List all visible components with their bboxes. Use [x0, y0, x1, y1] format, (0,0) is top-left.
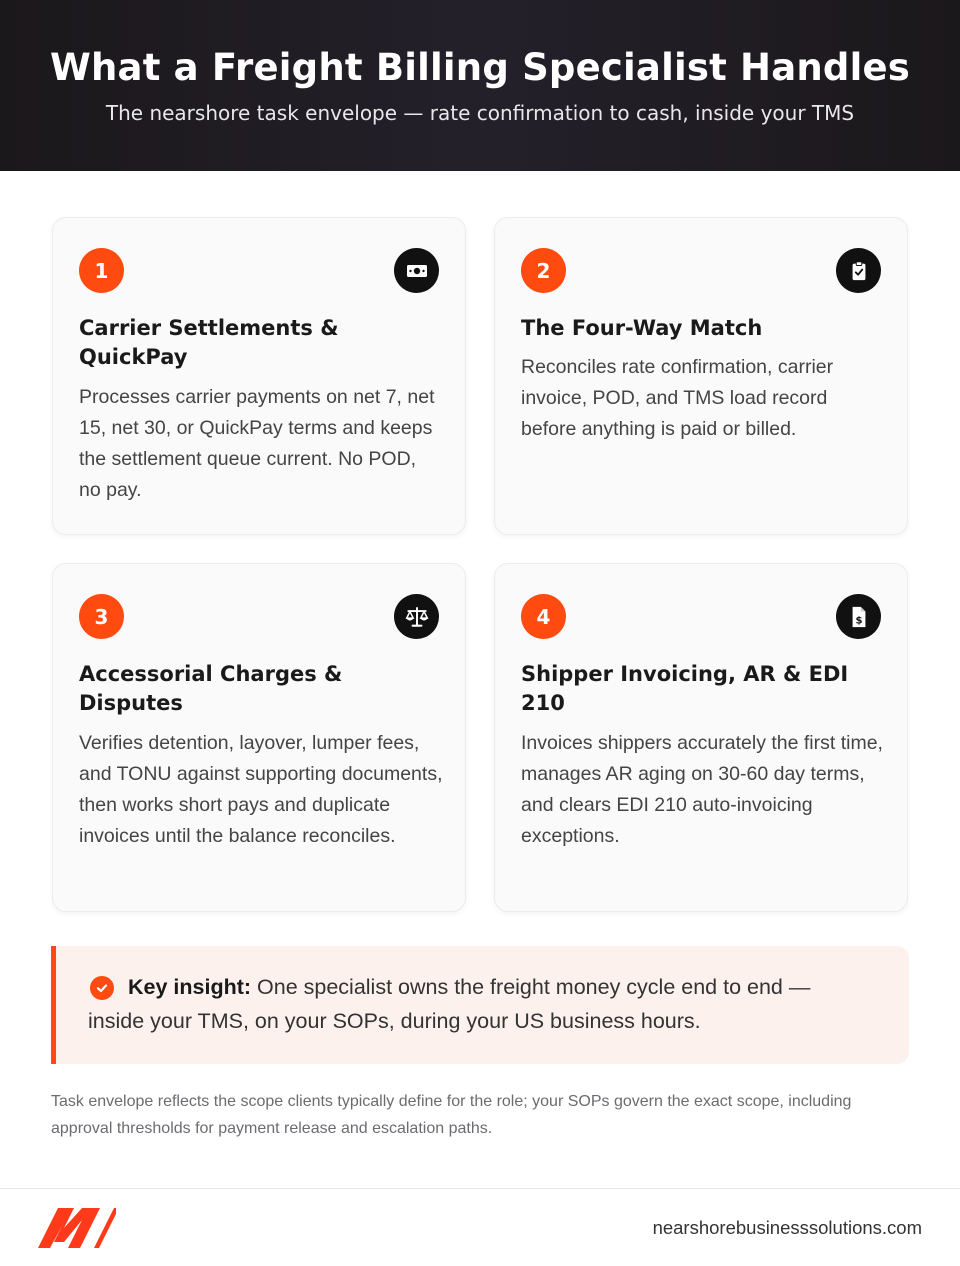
card-title: Accessorial Charges & Disputes [79, 662, 343, 715]
card-body: Processes carrier payments on net 7, net 15, net 30, or QuickPay terms and keeps the settlement queue current. No POD, no pay. [79, 386, 435, 501]
cash-icon [394, 248, 439, 293]
company-logo [38, 1208, 116, 1253]
step-number-badge: 1 [79, 248, 124, 293]
clipboard-check-icon [836, 248, 881, 293]
page-title: What a Freight Billing Specialist Handles [49, 46, 911, 89]
insight-text [88, 970, 869, 1038]
card-four-way-match [494, 217, 908, 535]
header-banner [0, 0, 960, 171]
insight-body: One specialist owns the freight money cycle end to end — inside your TMS, on your SOPs, during your US business hours. [88, 975, 811, 1033]
invoice-dollar-icon [836, 594, 881, 639]
footer [0, 1188, 960, 1266]
insight-label: Key insight: [128, 975, 252, 999]
card-body: Verifies detention, layover, lumper fees, and TONU against supporting documents, then works short pays and duplicate invoices until the balance reconciles. [79, 732, 443, 847]
svg-text:$: $ [854, 614, 863, 626]
footnote: Task envelope reflects the scope clients typically define for the role; your SOPs govern the exact scope, including approval thresholds for payment release and escalation paths. [51, 1093, 852, 1137]
step-number-badge: 2 [521, 248, 566, 293]
card-title: Shipper Invoicing, AR & EDI 210 [521, 662, 849, 715]
card-accessorial-charges [52, 563, 466, 912]
scale-icon [394, 594, 439, 639]
card-title: Carrier Settlements & QuickPay [79, 316, 339, 369]
page-subtitle: The nearshore task envelope — rate confirmation to cash, inside your TMS [105, 101, 855, 125]
card-body: Invoices shippers accurately the first time, manages AR aging on 30-60 day terms, and clears EDI 210 auto-invoicing exceptions. [521, 732, 883, 847]
step-number-badge: 3 [79, 594, 124, 639]
key-insight-callout [51, 946, 909, 1064]
step-number-badge: 4 [521, 594, 566, 639]
card-carrier-settlements [52, 217, 466, 535]
card-shipper-invoicing [494, 563, 908, 912]
website-link[interactable]: nearshorebusinesssolutions.com [652, 1217, 922, 1238]
card-body: Reconciles rate confirmation, carrier invoice, POD, and TMS load record before anything is paid or billed. [521, 356, 834, 440]
card-title: The Four-Way Match [521, 316, 763, 340]
